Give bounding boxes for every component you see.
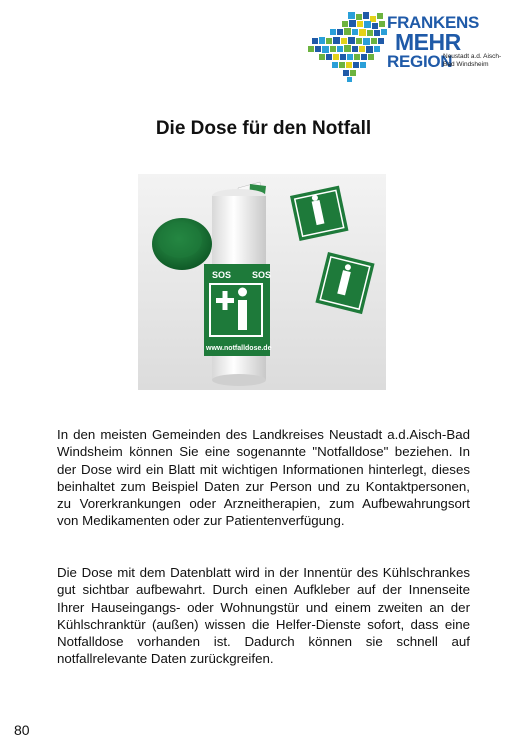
page-title: Die Dose für den Notfall	[155, 118, 372, 139]
logo-mosaic-icon	[306, 8, 396, 86]
logo-line-3: REGION	[387, 52, 453, 71]
storage-paragraph: Die Dose mit dem Datenblatt wird in der Innentür des Kühlschrankes gut sichtbar aufbewahrt. Durch einen Aufkleber auf der Innenseite Ihrer Hauseingangs- oder Wohnungstür und einem zweiten an der Kühlschranktür (außen) wissen die Helfer-Dienste sofort, dass eine Notfalldose vorhanden ist. Dadurch können sie schnell auf notfallrelevante Daten zurückgreifen.	[57, 565, 470, 667]
intro-paragraph: In den meisten Gemeinden des Landkreises Neustadt a.d.Aisch-Bad Windsheim können Sie eine sogenannte "Notfalldose" beziehen. In der Dose wird ein Blatt mit wichtigen Informationen hinterlegt, dieses beinhaltet zum Beispiel Daten zur Person und zu Kontaktpersonen, zu Vorerkrankungen oder Arzneitherapien, zum Aufbewahrungsort von Medikamenten oder zur Patientenverfügung.	[57, 427, 470, 529]
page-number: 80	[14, 722, 30, 738]
logo-line-1: FRANKENS	[387, 13, 480, 32]
region-logo	[306, 8, 518, 86]
logo-subtitle-line-2: Bad Windsheim	[443, 61, 489, 68]
logo-subtitle	[443, 53, 503, 69]
logo-subtitle-line-1: Neustadt a.d. Aisch-	[443, 53, 502, 60]
emergency-can-photo	[138, 174, 386, 390]
can-label-sos-right: SOS	[252, 270, 272, 280]
can-label-sos-left: SOS	[212, 270, 232, 280]
can-label-url: www.notfalldose.de	[206, 345, 272, 352]
logo-line-2: MEHR	[395, 29, 461, 55]
